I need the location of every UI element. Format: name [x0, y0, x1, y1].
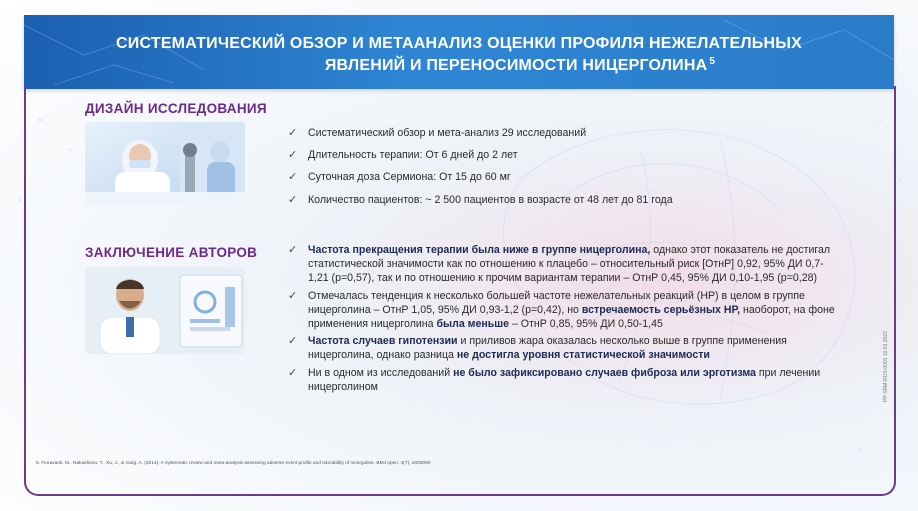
conclusion-item-bold: встречаемость серьёзных НР, — [581, 303, 741, 316]
design-section-title: ДИЗАЙН ИССЛЕДОВАНИЯ — [85, 101, 267, 116]
check-icon: ✓ — [288, 335, 298, 348]
design-item-text: Длительность терапии: От 6 дней до 2 лет — [308, 149, 518, 162]
check-icon: ✓ — [288, 193, 298, 206]
check-icon: ✓ — [288, 171, 298, 184]
conclusion-list — [288, 243, 836, 394]
conclusion-item-bold: была меньше — [436, 318, 510, 331]
conclusion-item-bold: не достигла уровня статистической значимости — [456, 349, 710, 362]
conclusion-item-bold: Частота случаев гипотензии — [308, 335, 458, 348]
check-icon: ✓ — [288, 366, 298, 379]
title-line-2 — [24, 55, 894, 77]
conclusion-item-text: и приливов жара оказалась несколько выше в группе применения ницерголина, однако разница — [308, 335, 787, 362]
doctor-photo — [85, 267, 245, 354]
reference-footnote: 5. Fioravanti, M., Nakashima, T., Xu, J., & Garg, A. (2014). A systematic review and meta-analysis assessing adverse event profile and tolerability of nicergoline. BMJ open, 4(7), e005090 — [36, 461, 431, 466]
page-title — [24, 33, 894, 77]
design-list — [288, 126, 848, 207]
design-item-text: Систематический обзор и мета-анализ 29 исследований — [308, 127, 587, 139]
lab-scientists-photo — [85, 122, 245, 206]
list-item — [288, 289, 836, 332]
list-item — [288, 170, 848, 184]
conclusion-item-text: – ОтнР 0,85, 95% ДИ 0,50-1,45 — [509, 318, 663, 331]
check-icon: ✓ — [288, 289, 298, 302]
list-item — [288, 148, 848, 162]
design-item-text: Количество пациентов: ~ 2 500 пациентов в возрасте от 48 лет до 81 года — [308, 193, 673, 206]
list-item — [288, 126, 848, 140]
conclusion-item-text: наоборот, на фоне применения ницерголина — [308, 303, 835, 331]
lab-scientists-image — [85, 122, 245, 206]
conclusion-item-text: Отмечалась тенденция к несколько большей частоте нежелательных реакций (НР) в целом в группе ницерголина – ОтнР 1,05, 95% ДИ 0,93-1,2 (р=0,42), но — [308, 289, 805, 316]
list-item — [288, 243, 836, 286]
document-code: PP-SRM-RUS-0001 10.01.2022 — [883, 331, 889, 402]
design-item-text: Суточная доза Сермиона: От 15 до 60 мг — [308, 171, 511, 184]
list-item — [288, 366, 836, 394]
conclusion-item-text: однако этот показатель не достигал статистической значимости как по отношению к плацебо – относительный риск [ОтнР] 0,92, 95% ДИ 0,7-1,21 (р=0,57), так и по отношению к прочим вариантам терапии – ОтнР 0,45, 95% ДИ 0,10-1,95 (р=0,28) — [308, 244, 831, 285]
check-icon: ✓ — [288, 149, 298, 162]
check-icon: ✓ — [288, 127, 298, 139]
reference-mark: 5 — [709, 56, 716, 67]
check-icon: ✓ — [288, 244, 298, 256]
title-line-2-text: ЯВЛЕНИЙ И ПЕРЕНОСИМОСТИ НИЦЕРГОЛИНА — [324, 57, 708, 74]
doctor-image — [85, 267, 245, 354]
title-line-1: СИСТЕМАТИЧЕСКИЙ ОБЗОР И МЕТААНАЛИЗ ОЦЕНКИ ПРОФИЛЯ НЕЖЕЛАТЕЛЬНЫХ — [116, 35, 802, 52]
list-item — [288, 334, 836, 362]
conclusion-item-bold: не было зафиксировано случаев фиброза или эрготизма — [453, 366, 756, 379]
conclusion-item-bold: Частота прекращения терапии была ниже в группе ницерголина, — [308, 244, 651, 256]
conclusion-section-title: ЗАКЛЮЧЕНИЕ АВТОРОВ — [85, 245, 258, 260]
conclusion-item-text: при лечении ницерголином — [308, 366, 821, 393]
conclusion-item-text: Ни в одном из исследований — [308, 366, 454, 379]
list-item — [288, 193, 848, 207]
